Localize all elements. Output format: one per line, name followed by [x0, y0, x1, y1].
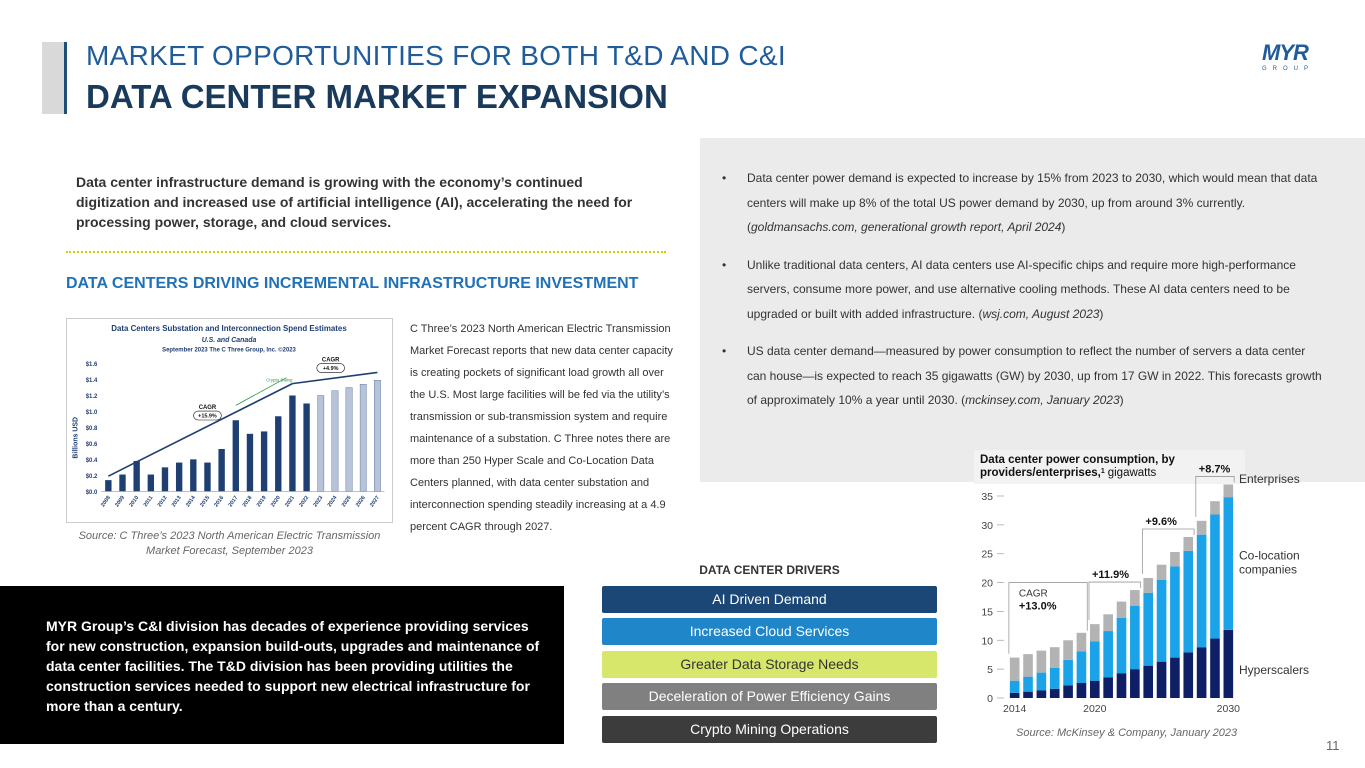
- spend-bar: [275, 416, 281, 491]
- power-cagr-value: +11.9%: [1091, 569, 1130, 582]
- power-bar-segment: [1023, 692, 1033, 698]
- power-bar-segment: [1157, 580, 1167, 662]
- spend-bar: [204, 463, 210, 492]
- power-bar-segment: [1050, 689, 1060, 698]
- power-bar-segment: [1130, 590, 1140, 606]
- power-cagr-value: +8.7%: [1198, 463, 1231, 476]
- spend-chart-source: Source: C Three’s 2023 North American Electric Transmission Market Forecast, September 2023: [78, 530, 381, 557]
- spend-bar: [162, 467, 168, 491]
- power-chart-title-note: 1: [1100, 467, 1105, 475]
- spend-x-tick-label: 2011: [142, 494, 155, 509]
- spend-bar: [346, 388, 352, 492]
- power-bar-segment: [1117, 602, 1127, 618]
- page-title: DATA CENTER MARKET EXPANSION: [86, 78, 668, 115]
- bullet-text: Data center power demand is expected to increase by 15% from 2023 to 2030, which would mean that data centers will make up 8% of the total US power demand by 2030, up from around 3% currently. (: [747, 171, 1318, 234]
- power-bar-segment: [1117, 618, 1127, 673]
- dotted-divider: [66, 251, 666, 253]
- spend-bar: [261, 431, 267, 491]
- spend-x-tick-label: 2025: [340, 494, 353, 509]
- bullet-dot: •: [722, 171, 727, 185]
- spend-cagr-value: +4.9%: [322, 365, 339, 372]
- power-bar-segment: [1063, 640, 1073, 660]
- spend-bar: [332, 391, 338, 492]
- spend-x-tick-label: 2020: [270, 494, 282, 509]
- spend-cagr-label: CAGR: [198, 405, 217, 412]
- logo-wordmark: MYR: [1262, 40, 1308, 65]
- power-bar-segment: [1183, 537, 1193, 551]
- spend-y-tick-label: $1.0: [85, 409, 98, 416]
- power-bar-segment: [1170, 552, 1180, 566]
- spend-chart-title: Data Centers Substation and Interconnection Spend Estimates: [111, 323, 347, 333]
- power-bar-segment: [1224, 630, 1234, 698]
- spend-y-tick-label: $1.2: [85, 393, 98, 400]
- power-y-tick-label: 15: [981, 606, 993, 619]
- bullet-end: ): [1061, 220, 1066, 234]
- power-bar-segment: [1103, 631, 1113, 677]
- power-x-tick-label: 2030: [1216, 703, 1241, 715]
- power-bar-segment: [1010, 693, 1020, 698]
- spend-x-tick-label: 2015: [199, 494, 212, 509]
- crypto-swing-label: Crypto Swing: [266, 377, 293, 383]
- spend-y-tick-label: $0.0: [85, 489, 98, 496]
- power-bar-segment: [1143, 666, 1153, 698]
- spend-bar: [218, 449, 224, 491]
- power-bar-segment: [1063, 685, 1073, 698]
- spend-chart-subtitle-2: September 2023 The C Three Group, Inc. ©2023: [162, 347, 296, 354]
- spend-x-tick-label: 2012: [156, 494, 169, 509]
- power-x-tick-label: 2020: [1083, 703, 1107, 715]
- power-consumption-chart: [970, 450, 1340, 725]
- power-cagr-value: +13.0%: [1018, 600, 1057, 613]
- power-bar-segment: [1197, 535, 1207, 648]
- bullet-text: Unlike traditional data centers, AI data centers use AI-specific chips and require more high-performance servers, consume more power, and use alternative cooling methods. These AI data centers need to be upgraded or built with added infrastructure. (: [747, 257, 1296, 321]
- driver-cloud-services: Increased Cloud Services: [602, 618, 937, 645]
- spend-x-tick-label: 2021: [284, 494, 297, 509]
- power-bar-segment: [1197, 521, 1207, 535]
- spend-trend-arrow-2: [292, 372, 377, 383]
- power-bar-segment: [1050, 647, 1060, 668]
- spend-y-tick-label: $0.8: [85, 425, 98, 432]
- bullet-text: US data center demand—measured by power consumption to reflect the number of servers a data center can house—is expected to reach 35 gigawatts (GW) by 2030, up from 17 GW in 2022. This forecasts growth of approximately 10% a year until 2030. (: [747, 344, 1322, 407]
- logo-subtext: GROUP: [1262, 66, 1315, 72]
- spend-bar: [176, 463, 182, 492]
- power-bar-segment: [1090, 624, 1100, 641]
- spend-x-tick-label: 2009: [114, 494, 127, 509]
- power-cagr-label: CAGR: [1018, 588, 1048, 600]
- spend-x-tick-label: 2022: [298, 494, 311, 509]
- power-bar-segment: [1183, 652, 1193, 698]
- legend-co-location: Co-location companies: [1239, 548, 1300, 577]
- power-bar-segment: [1077, 683, 1087, 698]
- drivers-heading: DATA CENTER DRIVERS: [699, 563, 840, 577]
- bullet-end: ): [1119, 393, 1124, 407]
- spend-y-tick-label: $0.6: [85, 441, 98, 448]
- power-bar-segment: [1224, 497, 1234, 630]
- driver-power-efficiency: Deceleration of Power Efficiency Gains: [602, 683, 937, 710]
- power-bar-segment: [1157, 565, 1167, 580]
- power-bar-segment: [1117, 673, 1127, 698]
- power-bar-segment: [1143, 593, 1153, 666]
- spend-bar: [148, 475, 154, 492]
- spend-x-tick-label: 2010: [128, 494, 141, 509]
- power-bar-segment: [1023, 654, 1033, 677]
- power-bar-segment: [1090, 681, 1100, 698]
- spend-x-tick-label: 2014: [185, 494, 197, 509]
- power-bar-segment: [1090, 641, 1100, 680]
- driver-data-storage: Greater Data Storage Needs: [602, 651, 937, 678]
- spend-x-tick-label: 2018: [241, 494, 254, 509]
- spend-bar: [105, 480, 111, 491]
- power-chart-source: Source: McKinsey & Company, January 2023: [1016, 727, 1238, 739]
- spend-cagr-value: +15.9%: [198, 413, 217, 420]
- spend-bar: [360, 384, 366, 491]
- spend-cagr-label: CAGR: [321, 357, 340, 364]
- spend-chart-ylabel: Billions USD: [72, 417, 80, 459]
- power-y-tick-label: 35: [981, 491, 993, 503]
- spend-x-tick-label: 2017: [227, 494, 240, 509]
- callout-text: MYR Group’s C&I division has decades of experience providing services for new construction, expansion build-outs, upgrades and maintenance of data center facilities. The T&D division has been providing utilities the construction services needed to support new electrical infrastructure for more than a century.: [46, 618, 540, 714]
- power-bar-segment: [1210, 501, 1220, 514]
- power-y-tick-label: 30: [981, 519, 993, 532]
- spend-bar: [303, 403, 309, 491]
- power-bar-segment: [1077, 651, 1087, 683]
- bullet-item: [722, 253, 1322, 327]
- page-number: 11: [1326, 738, 1340, 753]
- c-three-paragraph: C Three’s 2023 North American Electric Transmission Market Forecast reports that new data center capacity is creating pockets of significant load growth all over the U.S. Most large facilities will be fed via the utility’s transmission or sub-transmission system and require maintenance of a substation. C Three notes there are more than 250 Hyper Scale and Co-Location Data Centers planned, with data center substation and interconnection spending steadily increasing at a 4.9 percent CAGR through 2027.: [410, 323, 673, 533]
- bullet-citation: goldmansachs.com, generational growth report, April 2024: [751, 220, 1062, 234]
- power-bar-segment: [1103, 677, 1113, 698]
- power-bar-segment: [1063, 660, 1073, 685]
- driver-crypto-mining: Crypto Mining Operations: [602, 716, 937, 743]
- power-y-tick-label: 10: [981, 635, 993, 648]
- spend-x-tick-label: 2023: [312, 494, 325, 509]
- power-bar-segment: [1170, 566, 1180, 657]
- spend-bar: [374, 380, 380, 491]
- spend-bar: [133, 461, 139, 491]
- power-bar-segment: [1103, 614, 1113, 631]
- spend-x-tick-label: 2027: [369, 494, 382, 509]
- spend-x-tick-label: 2019: [255, 494, 268, 509]
- spend-estimates-chart: [66, 318, 393, 523]
- driver-ai-demand: AI Driven Demand: [602, 586, 937, 613]
- spend-chart-subtitle: U.S. and Canada: [201, 336, 257, 344]
- bullet-dot: •: [722, 257, 727, 272]
- spend-bar: [233, 420, 239, 491]
- power-bar-segment: [1130, 606, 1140, 669]
- page-supertitle: MARKET OPPORTUNITIES FOR BOTH T&D AND C&I: [86, 40, 786, 71]
- bullet-list: [722, 166, 1322, 426]
- power-chart-title: Data center power consumption, by providers/enterprises,$^1$ gigawatts: [980, 454, 1175, 479]
- power-bar-segment: [1143, 578, 1153, 593]
- spend-bar: [318, 395, 324, 491]
- spend-y-tick-label: $1.6: [85, 362, 98, 369]
- title-accent-bar: [42, 42, 66, 114]
- spend-y-tick-label: $1.4: [85, 378, 98, 385]
- spend-x-tick-label: 2024: [326, 494, 339, 509]
- spend-x-tick-label: 2016: [213, 494, 226, 509]
- bullet-end: ): [1099, 306, 1104, 321]
- spend-y-tick-label: $0.4: [85, 457, 98, 464]
- power-bar-segment: [1157, 662, 1167, 698]
- bullet-item: [722, 166, 1322, 240]
- intro-paragraph: Data center infrastructure demand is growing with the economy’s continued digitization and increased use of artificial intelligence (AI), accelerating the need for processing power, storage, and cloud services.: [76, 174, 633, 230]
- power-y-tick-label: 25: [981, 548, 993, 561]
- power-bar-segment: [1037, 690, 1047, 698]
- power-bar-segment: [1197, 647, 1207, 698]
- bullet-item: [722, 339, 1322, 413]
- bullet-citation: wsj.com, August 2023: [982, 306, 1100, 321]
- power-chart-unit: gigawatts: [1107, 467, 1157, 479]
- investment-heading: DATA CENTERS DRIVING INCREMENTAL INFRASTRUCTURE INVESTMENT: [66, 275, 639, 292]
- spend-y-tick-label: $0.2: [85, 473, 98, 480]
- power-bar-segment: [1010, 658, 1020, 681]
- power-bar-segment: [1037, 651, 1047, 673]
- power-y-tick-label: 20: [981, 577, 993, 590]
- power-bar-segment: [1023, 677, 1033, 692]
- power-bar-segment: [1183, 551, 1193, 653]
- power-x-tick-label: 2014: [1002, 703, 1027, 715]
- title-accent-line: [64, 42, 67, 114]
- power-bar-segment: [1224, 484, 1234, 497]
- spend-bar: [289, 395, 295, 491]
- power-bar-segment: [1077, 633, 1087, 651]
- power-bar-segment: [1037, 673, 1047, 691]
- spend-bar: [119, 475, 125, 492]
- bullet-dot: •: [722, 344, 727, 358]
- power-bar-segment: [1210, 639, 1220, 698]
- power-bar-segment: [1010, 681, 1020, 693]
- myr-group-logo: [1262, 42, 1326, 76]
- power-y-tick-label: 0: [987, 693, 993, 705]
- spend-x-tick-label: 2013: [170, 494, 183, 509]
- power-cagr-value: +9.6%: [1145, 515, 1177, 528]
- bullet-citation: mckinsey.com, January 2023: [965, 393, 1120, 407]
- legend-hyperscalers: Hyperscalers: [1239, 662, 1310, 677]
- legend-enterprises: Enterprises: [1239, 471, 1300, 486]
- power-bar-segment: [1170, 658, 1180, 698]
- power-bar-segment: [1050, 668, 1060, 689]
- spend-x-tick-label: 2008: [100, 494, 112, 509]
- power-y-tick-label: 5: [987, 664, 993, 677]
- spend-bar: [247, 434, 253, 491]
- spend-bar: [190, 459, 196, 491]
- power-bar-segment: [1210, 514, 1220, 638]
- power-bar-segment: [1130, 669, 1140, 698]
- spend-x-tick-label: 2026: [354, 494, 367, 509]
